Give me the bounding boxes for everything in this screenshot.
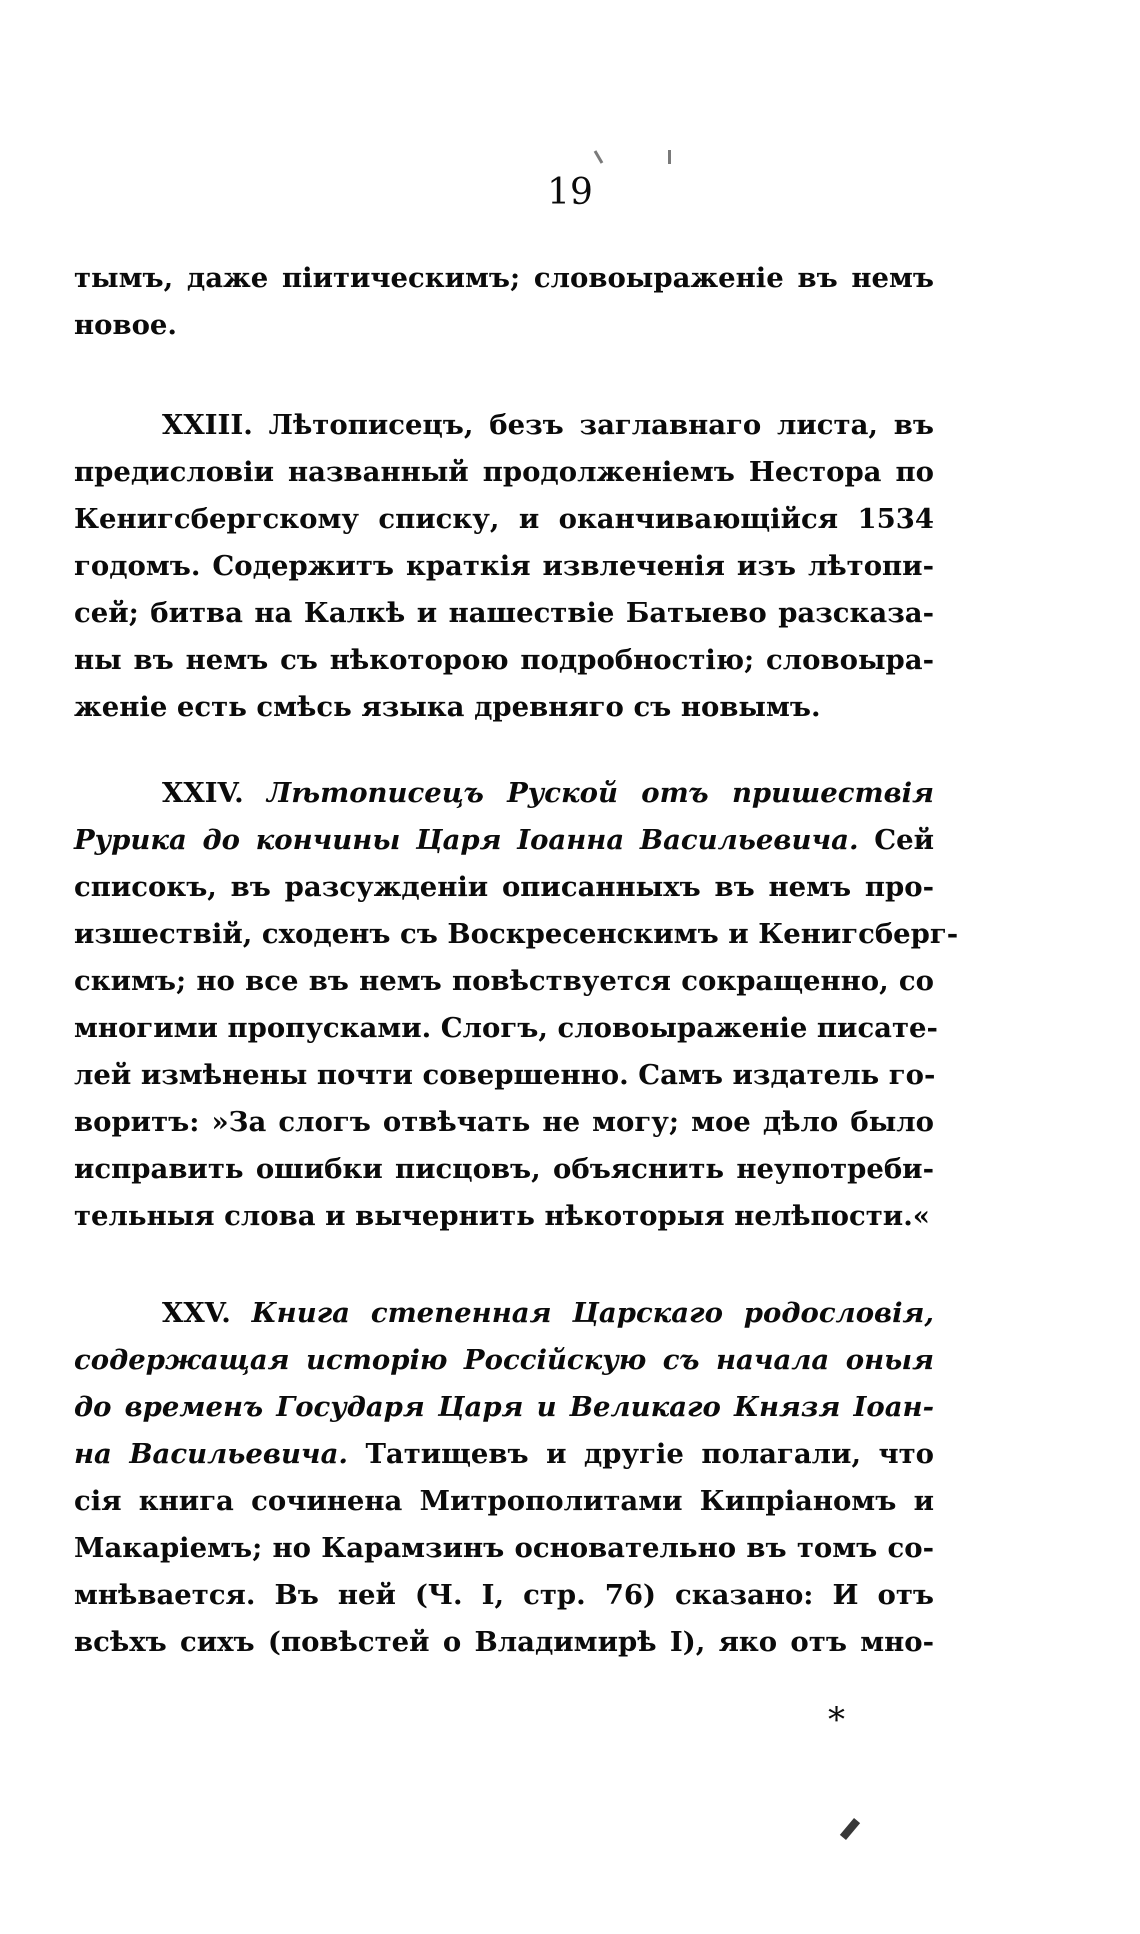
text-line: исправить ошибки писцовъ, объяснить неупотреби- — [74, 1153, 934, 1185]
text-line: женiе есть смѣсь языка древняго съ новымъ. — [74, 691, 821, 723]
entry-xxv — [74, 1290, 934, 1666]
text-line: мнѣвается. Въ ней (Ч. I, стр. 76) сказано: И отъ — [74, 1579, 934, 1611]
entry-numeral: XXIII. — [162, 409, 253, 441]
entry-title: до временъ Государя Царя и Великаго Князя Iоан- — [74, 1391, 934, 1423]
entry-title: на Васильевича. — [74, 1438, 348, 1470]
text-line: Татищевъ и другiе полагали, что — [348, 1438, 934, 1470]
entry-heading-line — [74, 402, 934, 449]
text-line: ны въ немъ съ нѣкоторою подробностiю; словоыра- — [74, 644, 934, 676]
continuation-paragraph — [74, 255, 934, 349]
entry-xxiv — [74, 770, 959, 1240]
paper-speck — [840, 1818, 860, 1840]
text-line: сiя книга сочинена Митрополитами Кипрiаномъ и — [74, 1485, 934, 1517]
text-line: новое. — [74, 309, 177, 341]
entry-title: Лѣтописецъ Руской отъ пришествiя — [243, 777, 934, 809]
text-line: списокъ, въ разсужденiи описанныхъ въ немъ про- — [74, 871, 934, 903]
text-line: всѣхъ сихъ (повѣстей о Владимирѣ I), яко отъ мно- — [74, 1626, 934, 1658]
entry-numeral: XXV. — [162, 1297, 231, 1329]
entry-title: содержащая исторiю Россiйскую съ начала оныя — [74, 1344, 934, 1376]
entry-title: Рурика до кончины Царя Iоанна Васильевича. — [74, 824, 859, 856]
text-line: предисловiи названный продолженiемъ Нестора по — [74, 456, 934, 488]
text-line: годомъ. Содержитъ краткiя извлеченiя изъ лѣтопи- — [74, 550, 934, 582]
page-number: 19 — [547, 172, 593, 213]
text-line: Кенигсбергскому списку, и оканчивающiйся 1534 — [74, 503, 934, 535]
entry-title-line — [74, 1431, 934, 1478]
text-line: Лѣтописецъ, безъ заглавнаго листа, въ — [252, 409, 934, 441]
signature-mark: * — [828, 1700, 845, 1740]
text-line: многими пропусками. Слогъ, словоыраженiе писате- — [74, 1012, 938, 1044]
text-line: воритъ: »За слогъ отвѣчать не могу; мое дѣло было — [74, 1106, 934, 1138]
text-line: изшествiй, сходенъ съ Воскресенскимъ и Кенигсберг- — [74, 918, 959, 950]
paper-speck — [594, 150, 604, 164]
text-line: Сей — [858, 824, 934, 856]
text-line: скимъ; но все въ немъ повѣствуется сокращенно, со — [74, 965, 934, 997]
paper-speck — [668, 150, 671, 164]
text-line: Макарiемъ; но Карамзинъ основательно въ томъ со- — [74, 1532, 934, 1564]
text-line: тельныя слова и вычернить нѣкоторыя нелѣпости.« — [74, 1200, 930, 1232]
text-line: тымъ, даже пiитическимъ; словоыраженiе въ немъ — [74, 262, 934, 294]
entry-heading-line — [74, 1290, 934, 1337]
text-line: лей измѣнены почти совершенно. Самъ издатель го- — [74, 1059, 936, 1091]
entry-xxiii — [74, 402, 934, 731]
entry-numeral: XXIV. — [162, 777, 244, 809]
entry-title: Книга степенная Царскаго родословiя, — [230, 1297, 934, 1329]
entry-title-line — [74, 817, 934, 864]
text-line: сей; битва на Калкѣ и нашествiе Батыево разсказа- — [74, 597, 934, 629]
entry-heading-line — [74, 770, 934, 817]
